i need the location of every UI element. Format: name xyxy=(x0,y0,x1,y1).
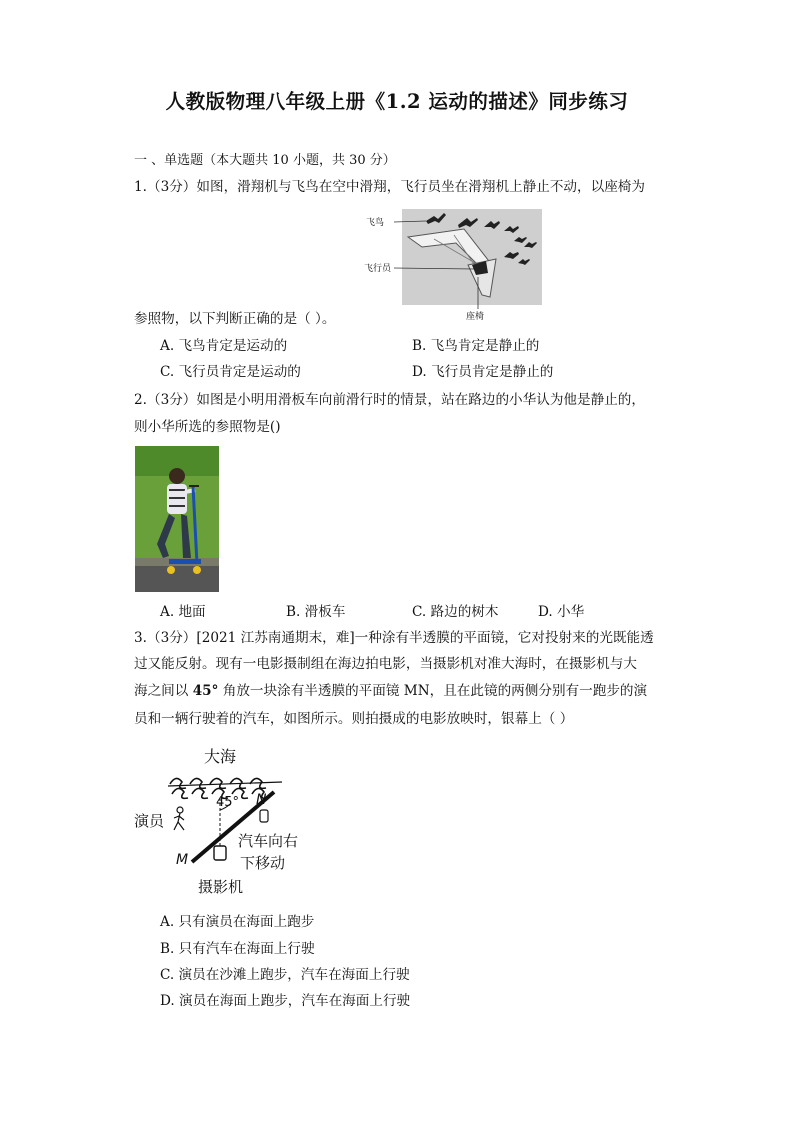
label-bird: 飞鸟 xyxy=(366,218,385,228)
q1-option-b[interactable]: B. 飞鸟肯定是静止的 xyxy=(412,338,540,354)
question-1-text-line2: 参照物，以下判断正确的是（ ）。 xyxy=(134,311,336,327)
label-camera: 摄影机 xyxy=(198,878,244,896)
question-3-text-line2: 过又能反射。现有一电影摄制组在海边拍电影，当摄影机对准大海时，在摄影机与大 xyxy=(134,656,637,672)
question-3-text-line3: 海之间以 45° 角放一块涂有半透膜的平面镜 MN，且在此镜的两侧分别有一跑步的演 xyxy=(134,683,648,699)
camera-icon xyxy=(214,846,226,860)
question-2-text-line1: 2.（3分）如图是小明用滑板车向前滑行时的情景，站在路边的小华认为他是静止的， xyxy=(134,392,645,408)
label-car-line1: 汽车向右 xyxy=(238,832,299,850)
question-1-figure xyxy=(364,207,544,323)
q3-option-d[interactable]: D. 演员在海面上跑步，汽车在海面上行驶 xyxy=(160,993,411,1009)
question-3-text-line1: 3.（3分）[2021 江苏南通期末，难]一种涂有半透膜的平面镜，它对投射来的光既能透 xyxy=(134,630,654,646)
question-3-figure xyxy=(132,740,322,900)
q1-option-d[interactable]: D. 飞行员肯定是静止的 xyxy=(412,364,554,380)
car-icon xyxy=(260,810,268,822)
page-title: 人教版物理八年级上册《1.2 运动的描述》同步练习 xyxy=(165,90,629,113)
runner-icon xyxy=(174,807,184,830)
label-angle: 45° xyxy=(216,795,240,810)
question-3-text-line4: 员和一辆行驶着的汽车，如图所示。则拍摄成的电影放映时，银幕上（ ） xyxy=(134,711,574,727)
q3-option-a[interactable]: A. 只有演员在海面上跑步 xyxy=(160,914,315,930)
q2-option-a[interactable]: A. 地面 xyxy=(160,604,206,620)
label-m: M xyxy=(176,852,189,868)
label-n: N xyxy=(256,792,267,808)
q2-option-b[interactable]: B. 滑板车 xyxy=(286,604,346,620)
q1-option-a[interactable]: A. 飞鸟肯定是运动的 xyxy=(160,338,288,354)
q2-option-d[interactable]: D. 小华 xyxy=(538,604,585,620)
label-car-line2: 下移动 xyxy=(240,854,286,872)
question-2-photo xyxy=(135,446,219,592)
label-actor: 演员 xyxy=(134,812,165,830)
question-1-text-line1: 1.（3分）如图，滑翔机与飞鸟在空中滑翔，飞行员坐在滑翔机上静止不动，以座椅为 xyxy=(134,179,645,195)
section-heading: 一 、单选题（本大题共 10 小题，共 30 分） xyxy=(134,153,396,168)
label-sea: 大海 xyxy=(204,747,237,766)
q3-option-b[interactable]: B. 只有汽车在海面上行驶 xyxy=(160,941,315,957)
label-pilot: 飞行员 xyxy=(364,264,392,274)
angle-45: 45° xyxy=(192,683,219,699)
q2-option-c[interactable]: C. 路边的树木 xyxy=(412,604,499,620)
q1-option-c[interactable]: C. 飞行员肯定是运动的 xyxy=(160,364,301,380)
q3-option-c[interactable]: C. 演员在沙滩上跑步，汽车在海面上行驶 xyxy=(160,967,410,983)
label-seat: 座椅 xyxy=(466,312,485,322)
question-2-text-line2: 则小华所选的参照物是() xyxy=(134,419,281,435)
